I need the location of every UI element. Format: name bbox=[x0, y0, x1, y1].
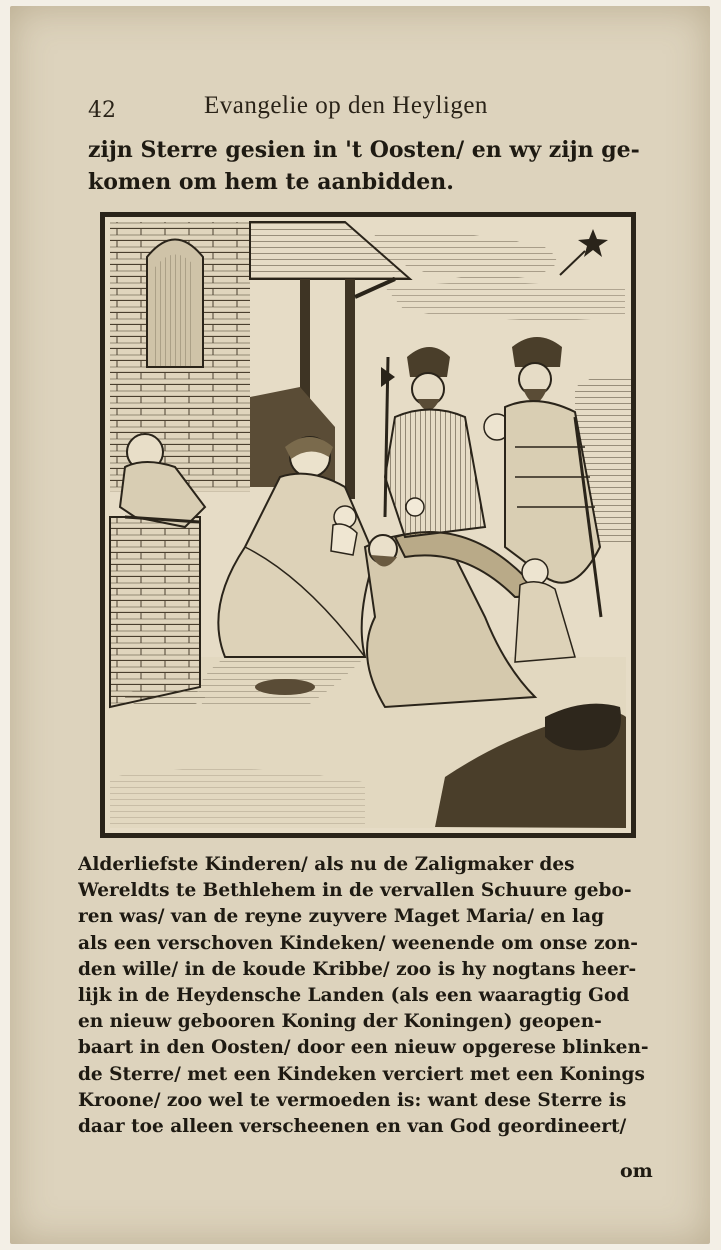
body-line: de Sterre/ met een Kindeken verciert met een Konings bbox=[78, 1063, 645, 1085]
body-line: en nieuw gebooren Koning der Koningen) geopen- bbox=[78, 1011, 602, 1033]
body-line: Alderliefste Kinderen/ als nu de Zaligmaker des bbox=[78, 854, 575, 875]
body-text bbox=[78, 852, 668, 1140]
body-line: den wille/ in de koude Kribbe/ zoo is hy nogtans heer- bbox=[78, 958, 637, 980]
intro-line: zijn Sterre gesien in 't Oosten/ en wy zijn ge- bbox=[88, 137, 640, 163]
intro-line: komen om hem te aanbidden. bbox=[88, 169, 454, 195]
body-line: ren was/ van de reyne zuyvere Maget Maria/ en lag bbox=[78, 906, 605, 928]
woodcut-illustration bbox=[100, 212, 636, 838]
body-line: daar toe alleen verscheenen en van God geordineert/ bbox=[78, 1116, 627, 1138]
intro-text bbox=[88, 134, 668, 198]
woodcut-adoration-image bbox=[105, 217, 631, 833]
page-header bbox=[88, 92, 668, 128]
body-line: lijk in de Heydensche Landen (als een waaragtig God bbox=[78, 985, 630, 1007]
page-number: 42 bbox=[88, 98, 116, 123]
running-title: Evangelie op den Heyligen bbox=[204, 92, 488, 119]
catchword: om bbox=[620, 1160, 653, 1182]
body-line: Wereldts te Bethlehem in de vervallen Schuure gebo- bbox=[78, 880, 632, 902]
body-line: Kroone/ zoo wel te vermoeden is: want dese Sterre is bbox=[78, 1089, 627, 1111]
body-line: als een verschoven Kindeken/ weenende om onse zon- bbox=[78, 932, 638, 954]
body-line: baart in den Oosten/ door een nieuw opgerese blinken- bbox=[78, 1037, 649, 1059]
